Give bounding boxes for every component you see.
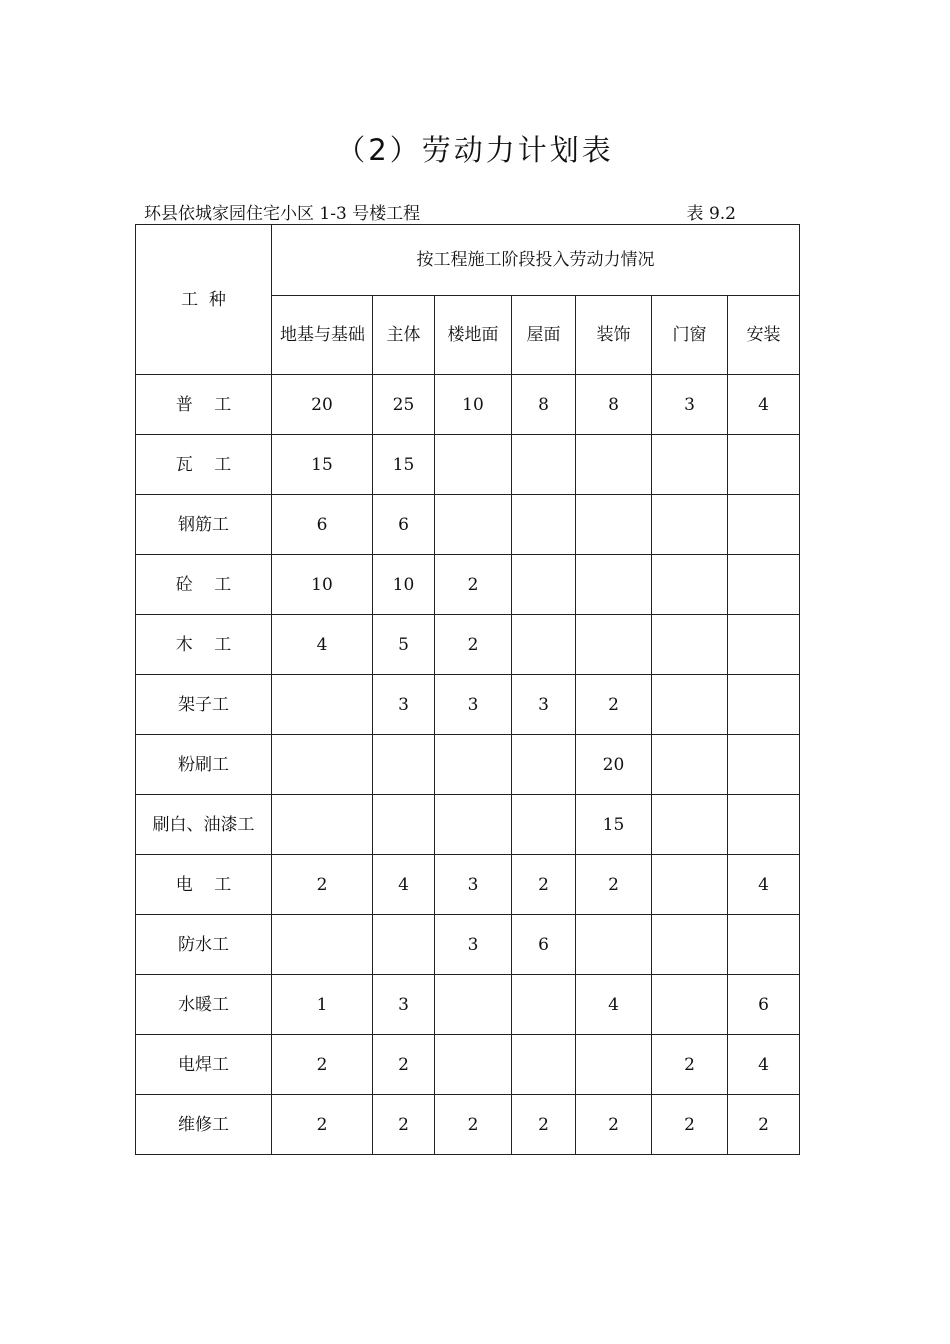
labor-count-cell: 3 (512, 675, 576, 735)
type-header: 工 种 (136, 225, 272, 375)
labor-count-cell: 15 (272, 435, 373, 495)
labor-count-cell (652, 915, 728, 975)
stage-header: 装饰 (576, 296, 652, 375)
labor-count-cell: 2 (373, 1035, 435, 1095)
labor-count-cell (576, 915, 652, 975)
labor-count-cell (576, 615, 652, 675)
labor-count-cell: 10 (373, 555, 435, 615)
labor-count-cell: 15 (373, 435, 435, 495)
labor-count-cell (652, 975, 728, 1035)
labor-count-cell: 3 (435, 915, 512, 975)
labor-count-cell (272, 795, 373, 855)
table-row (136, 1095, 800, 1155)
worker-type-cell: 架子工 (136, 675, 272, 735)
labor-count-cell: 6 (512, 915, 576, 975)
stage-header: 屋面 (512, 296, 576, 375)
labor-count-cell: 2 (435, 615, 512, 675)
labor-count-cell: 20 (272, 375, 373, 435)
labor-count-cell: 2 (272, 1095, 373, 1155)
labor-count-cell (373, 795, 435, 855)
labor-count-cell: 2 (576, 1095, 652, 1155)
table-row (136, 435, 800, 495)
labor-count-cell (435, 975, 512, 1035)
worker-type-cell: 防水工 (136, 915, 272, 975)
labor-count-cell: 3 (435, 855, 512, 915)
labor-count-cell (728, 735, 800, 795)
labor-count-cell: 5 (373, 615, 435, 675)
table-row (136, 855, 800, 915)
table-row (136, 795, 800, 855)
stage-header: 楼地面 (435, 296, 512, 375)
labor-count-cell: 10 (272, 555, 373, 615)
worker-type-cell: 瓦 工 (136, 435, 272, 495)
labor-count-cell: 2 (435, 555, 512, 615)
labor-count-cell (576, 495, 652, 555)
labor-count-cell (512, 735, 576, 795)
labor-count-cell: 2 (576, 675, 652, 735)
labor-count-cell (512, 975, 576, 1035)
labor-count-cell (728, 615, 800, 675)
stage-header: 主体 (373, 296, 435, 375)
labor-count-cell: 4 (728, 855, 800, 915)
labor-count-cell: 20 (576, 735, 652, 795)
labor-count-cell: 4 (728, 375, 800, 435)
labor-count-cell: 2 (272, 855, 373, 915)
page-title: （2）劳动力计划表 (336, 133, 614, 167)
labor-count-cell: 2 (652, 1095, 728, 1155)
labor-count-cell: 8 (512, 375, 576, 435)
labor-count-cell: 2 (435, 1095, 512, 1155)
worker-type-cell: 维修工 (136, 1095, 272, 1155)
labor-count-cell (728, 495, 800, 555)
worker-type-cell: 普 工 (136, 375, 272, 435)
labor-count-cell: 6 (272, 495, 373, 555)
worker-type-cell: 砼 工 (136, 555, 272, 615)
labor-count-cell (435, 495, 512, 555)
labor-count-cell (728, 675, 800, 735)
labor-count-cell (652, 735, 728, 795)
labor-count-cell (373, 735, 435, 795)
labor-count-cell (435, 795, 512, 855)
labor-count-cell (512, 615, 576, 675)
worker-type-cell: 木 工 (136, 615, 272, 675)
table-row (136, 375, 800, 435)
table-caption (144, 199, 736, 223)
labor-count-cell: 2 (576, 855, 652, 915)
table-row (136, 915, 800, 975)
table-row (136, 495, 800, 555)
labor-count-cell: 3 (435, 675, 512, 735)
labor-count-cell: 2 (272, 1035, 373, 1095)
labor-count-cell: 1 (272, 975, 373, 1035)
labor-count-cell (435, 735, 512, 795)
table-row (136, 735, 800, 795)
labor-count-cell: 6 (728, 975, 800, 1035)
labor-count-cell: 2 (373, 1095, 435, 1155)
labor-count-cell (728, 435, 800, 495)
labor-count-cell (512, 555, 576, 615)
labor-count-cell (373, 915, 435, 975)
labor-count-cell (576, 435, 652, 495)
table-row (136, 675, 800, 735)
table-row (136, 975, 800, 1035)
labor-count-cell (272, 735, 373, 795)
project-name: 环县依城家园住宅小区 1-3 号楼工程 (144, 204, 421, 224)
labor-count-cell (652, 615, 728, 675)
labor-count-cell (652, 675, 728, 735)
labor-count-cell: 2 (652, 1035, 728, 1095)
worker-type-cell: 电焊工 (136, 1035, 272, 1095)
labor-count-cell: 4 (576, 975, 652, 1035)
labor-count-cell (652, 855, 728, 915)
worker-type-cell: 刷白、油漆工 (136, 795, 272, 855)
table-row (136, 615, 800, 675)
labor-count-cell: 25 (373, 375, 435, 435)
labor-plan-table (135, 224, 800, 1155)
labor-count-cell: 4 (272, 615, 373, 675)
labor-count-cell: 4 (373, 855, 435, 915)
labor-count-cell: 6 (373, 495, 435, 555)
labor-count-cell: 2 (512, 855, 576, 915)
labor-count-cell (728, 555, 800, 615)
labor-count-cell: 3 (652, 375, 728, 435)
labor-count-cell (512, 795, 576, 855)
worker-type-cell: 粉刷工 (136, 735, 272, 795)
worker-type-cell: 水暖工 (136, 975, 272, 1035)
labor-count-cell (512, 435, 576, 495)
labor-count-cell: 8 (576, 375, 652, 435)
stage-header: 地基与基础 (272, 296, 373, 375)
table-row (136, 555, 800, 615)
labor-count-cell: 3 (373, 675, 435, 735)
labor-count-cell (652, 795, 728, 855)
stage-header: 安装 (728, 296, 800, 375)
labor-count-cell: 2 (728, 1095, 800, 1155)
labor-count-cell (576, 555, 652, 615)
worker-type-cell: 电 工 (136, 855, 272, 915)
labor-count-cell (652, 435, 728, 495)
labor-count-cell (728, 795, 800, 855)
table-number: 表 9.2 (686, 204, 736, 224)
worker-type-cell: 钢筋工 (136, 495, 272, 555)
labor-count-cell (512, 1035, 576, 1095)
labor-count-cell (435, 1035, 512, 1095)
labor-count-cell (272, 915, 373, 975)
labor-count-cell (652, 495, 728, 555)
table-row (136, 1035, 800, 1095)
labor-count-cell (512, 495, 576, 555)
stage-header: 门窗 (652, 296, 728, 375)
labor-count-cell: 10 (435, 375, 512, 435)
labor-count-cell: 15 (576, 795, 652, 855)
labor-count-cell: 4 (728, 1035, 800, 1095)
labor-count-cell (652, 555, 728, 615)
labor-count-cell (728, 915, 800, 975)
labor-count-cell (435, 435, 512, 495)
group-header: 按工程施工阶段投入劳动力情况 (272, 225, 800, 296)
labor-count-cell: 3 (373, 975, 435, 1035)
labor-count-cell (272, 675, 373, 735)
labor-count-cell (576, 1035, 652, 1095)
labor-count-cell: 2 (512, 1095, 576, 1155)
